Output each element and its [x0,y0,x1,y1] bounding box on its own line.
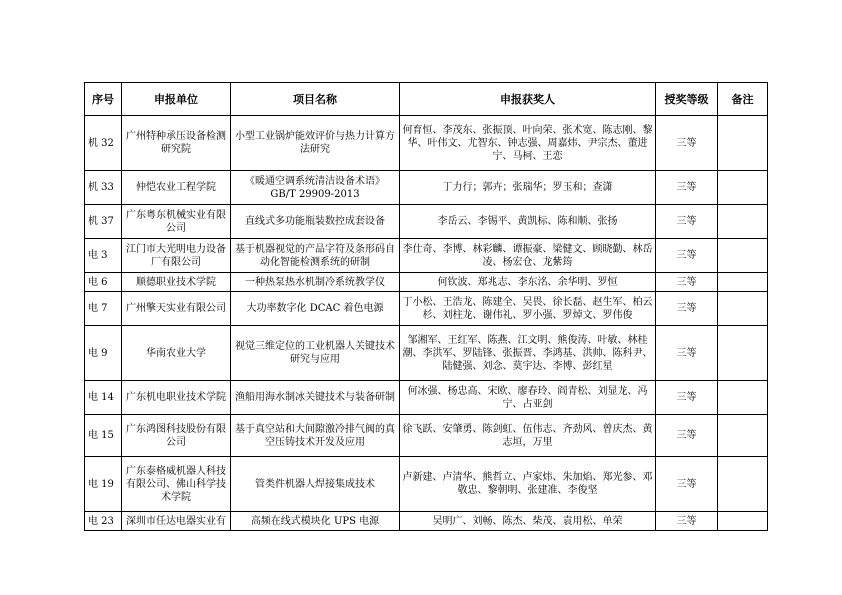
cell-note [718,292,768,326]
cell-code: 电 15 [85,415,122,457]
cell-note [718,239,768,273]
cell-grade: 三等 [656,273,718,292]
cell-project: 渔船用海水制冰关键技术与装备研制 [231,381,400,415]
cell-grade: 三等 [656,326,718,381]
cell-grade: 三等 [656,116,718,171]
table-row [85,273,768,292]
table-row [85,457,768,512]
cell-people: 李岳云、李锡平、黄凯标、陈和顺、张扬 [400,205,656,239]
cell-people: 吴明广、刘畅、陈杰、柴茂、袁用松、单荣 [400,512,656,531]
cell-unit: 广东机电职业技术学院 [122,381,231,415]
cell-grade: 三等 [656,171,718,205]
cell-people: 邹湘军、王红军、陈燕、江文明、熊俊涛、叶敏、林桂潮、李洪军、罗陆锋、张振晋、李鸿基、洪帅、陈科尹、陆健强、刘念、莫宇达、李博、彭红星 [400,326,656,381]
cell-code: 电 6 [85,273,122,292]
cell-grade: 三等 [656,292,718,326]
table-row [85,292,768,326]
cell-unit: 广州擎天实业有限公司 [122,292,231,326]
header-grade: 授奖等级 [656,83,718,116]
cell-people: 徐飞跃、安肇勇、陈剑虹、伍伟志、齐劲风、曾庆杰、黄志垣，万里 [400,415,656,457]
cell-code: 机 33 [85,171,122,205]
cell-people: 何钦波、郑兆志、李东洺、余华明、罗恒 [400,273,656,292]
cell-project: 高频在线式模块化 UPS 电源 [231,512,400,531]
cell-code: 机 37 [85,205,122,239]
cell-code: 电 19 [85,457,122,512]
cell-unit: 广州特种承压设备检测研究院 [122,116,231,171]
cell-project: 一种热泵热水机制冷系统教学仪 [231,273,400,292]
cell-people: 卢新建、卢清华、熊哲立、卢家炜、朱加焰、郑光参、邓敬忠、黎朝明、张建准、李俊坚 [400,457,656,512]
cell-code: 电 14 [85,381,122,415]
cell-note [718,171,768,205]
cell-project: 直线式多功能瓶装数控成套设备 [231,205,400,239]
table-row [85,239,768,273]
table-row [85,512,768,531]
cell-unit: 广东泰格威机器人科技有限公司、佛山科学技术学院 [122,457,231,512]
cell-unit: 广东粤东机械实业有限公司 [122,205,231,239]
cell-project: 《暖通空调系统清洁设备术语》GB/T 29909-2013 [231,171,400,205]
cell-unit: 顺德职业技术学院 [122,273,231,292]
cell-grade: 三等 [656,205,718,239]
header-unit: 申报单位 [122,83,231,116]
cell-note [718,457,768,512]
cell-grade: 三等 [656,457,718,512]
cell-grade: 三等 [656,381,718,415]
cell-unit: 华南农业大学 [122,326,231,381]
cell-unit: 江门市大光明电力设备厂有限公司 [122,239,231,273]
cell-code: 电 9 [85,326,122,381]
cell-people: 何冰强、杨忠高、宋欧、廖春玲、阎青松、刘显龙、冯宁、占亚剑 [400,381,656,415]
cell-note [718,116,768,171]
header-index: 序号 [85,83,122,116]
cell-people: 丁小松、王浩龙、陈建全、吴畏、徐长磊、赵生军、柏云杉、刘柱龙、谢伟礼、罗小强、罗焯文、罗伟俊 [400,292,656,326]
cell-note [718,273,768,292]
cell-note [718,415,768,457]
table-header-row [85,83,768,116]
cell-grade: 三等 [656,239,718,273]
header-note: 备注 [718,83,768,116]
table-row [85,326,768,381]
cell-unit: 仲恺农业工程学院 [122,171,231,205]
award-table [84,82,768,531]
cell-people: 何育恒、李茂东、张振顶、叶向荣、张术宽、陈志刚、黎华、叶伟文、尤智东、钟志强、周嘉炜、尹宗杰、董进宁、马柯、王恋 [400,116,656,171]
cell-project: 管类件机器人焊接集成技术 [231,457,400,512]
cell-grade: 三等 [656,415,718,457]
cell-people: 李仕奇、李博、林彩麟、谭振豪、梁健文、顾晓勤、林岳凌、杨宏仓、龙紫筠 [400,239,656,273]
header-people: 申报获奖人 [400,83,656,116]
cell-project: 大功率数字化 DCAC 着色电源 [231,292,400,326]
cell-project: 小型工业锅炉能效评价与热力计算方法研究 [231,116,400,171]
cell-note [718,512,768,531]
cell-unit: 深圳市任达电器实业有 [122,512,231,531]
cell-code: 电 23 [85,512,122,531]
cell-project: 基于真空站和大间隙激冷排气阀的真空压铸技术开发及应用 [231,415,400,457]
cell-project: 基于机器视觉的产品字符及条形码自动化智能检测系统的研制 [231,239,400,273]
table-row [85,171,768,205]
header-project: 项目名称 [231,83,400,116]
cell-code: 电 7 [85,292,122,326]
cell-people: 丁力行；郭卉；张瑞华；罗玉和；查潇 [400,171,656,205]
cell-note [718,326,768,381]
cell-unit: 广东鸿图科技股份有限公司 [122,415,231,457]
cell-code: 机 32 [85,116,122,171]
table-row [85,205,768,239]
table-row [85,116,768,171]
cell-code: 电 3 [85,239,122,273]
cell-project: 视觉三维定位的工业机器人关键技术研究与应用 [231,326,400,381]
table-row [85,381,768,415]
cell-note [718,205,768,239]
table-row [85,415,768,457]
cell-grade: 三等 [656,512,718,531]
cell-note [718,381,768,415]
